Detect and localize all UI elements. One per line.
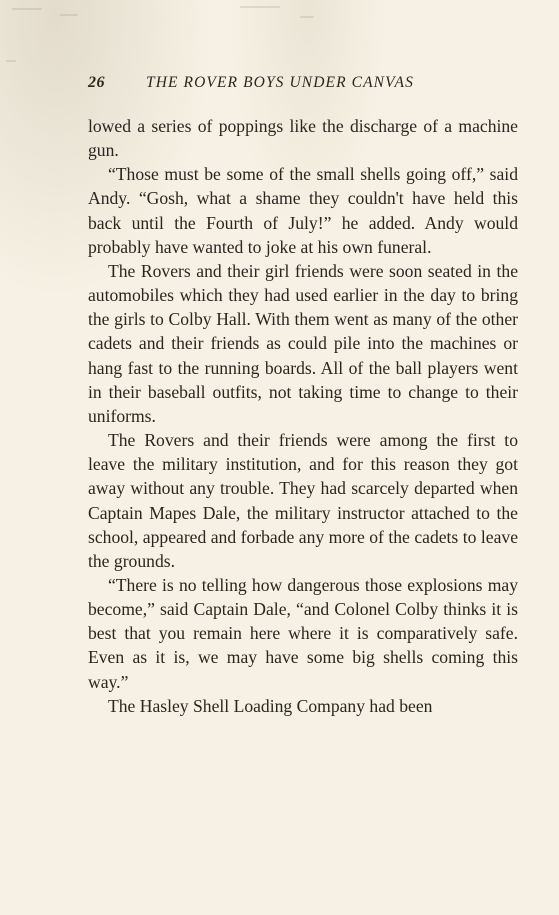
paper-mark xyxy=(240,6,280,8)
paragraph: lowed a series of poppings like the discharge of a machine gun. xyxy=(88,116,518,161)
paragraph: The Rovers and their friends were among the first to leave the military institution, and for this reason they got away without any trouble. They had scarcely departed when Captain Mapes Dale, the military instructor attached to the school, appeared and forbade any more of the cadets to leave the grounds. xyxy=(88,430,518,571)
paper-mark xyxy=(60,14,78,16)
paper-mark xyxy=(12,8,42,10)
paper-mark xyxy=(300,16,314,18)
body-text xyxy=(88,114,518,718)
paragraph: “Those must be some of the small shells going off,” said Andy. “Gosh, what a shame they couldn't have held this back until the Fourth of July!” he added. Andy would probably have wanted to joke at his own funeral. xyxy=(88,164,518,257)
paragraph: “There is no telling how dangerous those explosions may become,” said Captain Dale, “and Colonel Colby thinks it is best that you remain here where it is comparatively safe. Even as it is, we may have some big shells coming this way.” xyxy=(88,574,518,692)
paragraph: The Rovers and their girl friends were soon seated in the automobiles which they had used earlier in the day to bring the girls to Colby Hall. With them went as many of the other cadets and their friends as could pile into the machines or hang fast to the running boards. All of the ball players went in their baseball outfits, not taking time to change to their uniforms. xyxy=(88,260,518,426)
paragraph: The Hasley Shell Loading Company had been xyxy=(108,695,433,716)
page-header xyxy=(88,74,518,98)
running-head: THE ROVER BOYS UNDER CANVAS xyxy=(146,74,414,91)
paper-mark xyxy=(6,60,16,62)
page-number: 26 xyxy=(88,74,105,91)
